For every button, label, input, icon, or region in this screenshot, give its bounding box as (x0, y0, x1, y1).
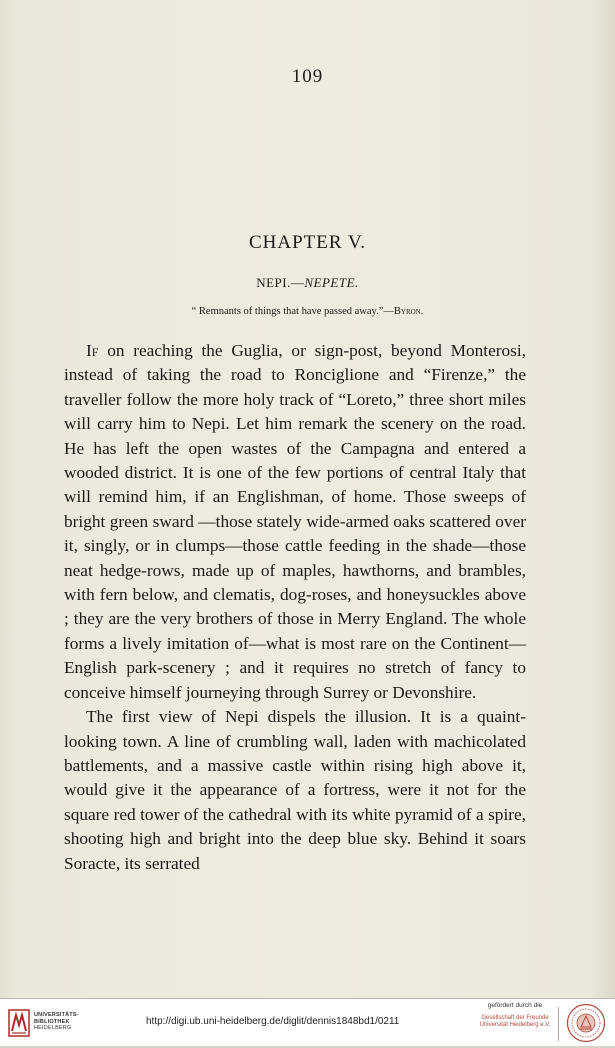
chapter-title: CHAPTER V. (249, 232, 366, 253)
paragraph-1 (64, 339, 526, 705)
library-name-line-2: BIBLIOTHEK (34, 1018, 70, 1025)
subtitle-prefix: NEPI.— (256, 275, 305, 290)
sponsor-org-line-1: Gesellschaft der Freunde (481, 1015, 549, 1021)
university-seal-icon (566, 1003, 606, 1043)
page-number: 109 (291, 66, 324, 87)
sponsor-org-line-2: Universität Heidelberg e.V. (479, 1022, 551, 1028)
epigraph (0, 306, 615, 317)
library-name (34, 1012, 79, 1032)
chapter-subtitle (0, 275, 615, 291)
sponsor-block (476, 1002, 554, 1029)
sponsor-divider (558, 1007, 559, 1041)
sponsor-org (476, 1015, 554, 1029)
epigraph-quote: “ Remnants of things that have passed away.”— (191, 306, 394, 317)
digitization-footer (0, 998, 615, 1046)
permalink-url[interactable]: http://digi.ub.uni-heidelberg.de/diglit/dennis1848bd1/0211 (146, 1016, 400, 1027)
body-text (64, 339, 526, 876)
paragraph-2: The first view of Nepi dispels the illusion. It is a quaint-looking town. A line of crumbling wall, laden with machicolated battlements, and a massive castle within rising high above it, would give it the appearance of a fortress, were it not for the square red tower of the cathedral with its white pyramid of a spire, shooting high and bright into the deep blue sky. Behind it soars Soracte, its serrated (64, 707, 526, 873)
epigraph-author: Byron. (393, 306, 424, 317)
library-name-line-3: HEIDELBERG (34, 1025, 72, 1031)
library-logo-icon (8, 1009, 30, 1037)
sponsor-label: gefördert durch die (487, 1002, 543, 1009)
paragraph-1-text: on reaching the Guglia, or sign-post, beyond Monterosi, instead of taking the road to Ronciglione and “Firenze,” the traveller follow the more holy track of “Loreto,” three short miles will carry him to Nepi. Let him remark the scenery on the road. He has left the open wastes of the Campagna and entered a wooded district. It is one of the few portions of central Italy that will remind him, if an Englishman, of home. Those sweeps of bright green sward —those stately wide-armed oaks scattered over it, singly, or in clumps—those cattle feeding in the shade—those neat hedge-rows, made up of maples, hawthorns, and brambles, with fern below, and clematis, dog-roses, and honeysuckles above ; they are the very brothers of those in Merry England. The whole forms a lively imitation of—what is most rare on the Continent—English park-scenery ; and it requires no stretch of fancy to conceive himself journeying through Surrey or Devonshire. (64, 341, 526, 702)
subtitle-latin: NEPETE. (304, 275, 359, 290)
dropcap: If (86, 341, 99, 360)
library-name-line-1: UNIVERSITÄTS- (34, 1012, 79, 1018)
